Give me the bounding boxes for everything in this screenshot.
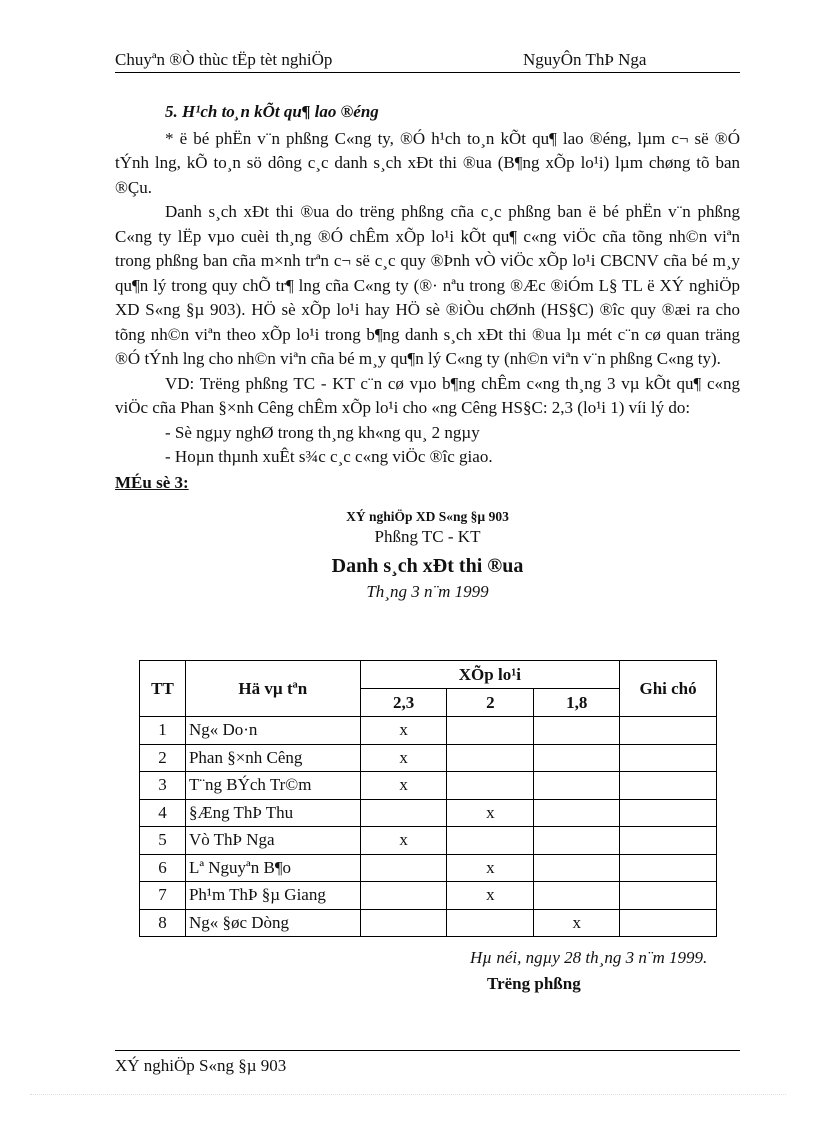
cell-rank-1	[360, 882, 447, 910]
cell-tt: 8	[140, 909, 186, 937]
header-left: Chuyªn ®Ò thùc tËp tèt nghiÖp	[115, 50, 333, 69]
cell-tt: 1	[140, 717, 186, 745]
table-row	[140, 744, 717, 772]
cell-rank-3	[534, 882, 620, 910]
cell-note	[620, 854, 717, 882]
cell-rank-1: x	[360, 827, 447, 855]
col-header-tt: TT	[140, 661, 186, 717]
cell-name: Lª Nguyªn B¶o	[185, 854, 360, 882]
cell-rank-1: x	[360, 744, 447, 772]
cell-tt: 2	[140, 744, 186, 772]
table-body	[140, 717, 717, 937]
paragraph: Danh s¸ch xÐt thi ®ua do trëng phßng cña c¸c phßng ban ë bé phËn v¨n phßng C«ng ty lËp vµo cuèi th¸ng ®Ó chÊm xÕp lo¹i kÕt qu¶ c«ng viÖc cña tõng nh©n viªn trong phßng ban cña m×nh trªn c¬ së c¸c quy ®Þnh vÒ viÖc xÕp lo¹i CBCNV cña bé m¸y qu¶n lý trong quy chÕ tr¶ lng cña C«ng ty (®· nªu trong ®Æc ®iÓm L§ TL ë XÝ nghiÖp XD S«ng §µ 903). HÖ sè xÕp lo¹i hay HÖ sè ®iÒu chØnh (HS§C) ®îc quy ®æi ra cho tõng nh©n viªn theo xÕp lo¹i trong b¶ng danh s¸ch xÐt thi ®ua lµ mét c¨n cø quan träng ®Ó tÝnh lng cho nh©n viªn cña bé m¸y qu¶n lý C«ng ty (nh©n viªn v¨n phßng C«ng ty).	[115, 202, 740, 368]
cell-rank-2	[447, 717, 534, 745]
cell-rank-1: x	[360, 772, 447, 800]
form-title: Danh s¸ch xÐt thi ®ua	[331, 555, 524, 577]
header-right: NguyÔn ThÞ Nga	[523, 50, 647, 69]
cell-rank-1	[360, 799, 447, 827]
signature-date: Hµ néi, ngµy 28 th¸ng 3 n¨m 1999.	[470, 948, 708, 967]
table-row	[140, 772, 717, 800]
col-header-name: Hä vµ tªn	[185, 661, 360, 717]
table-row	[140, 827, 717, 855]
signature-title: Trëng phßng	[487, 974, 581, 993]
cell-name: Ng« §øc Dòng	[185, 909, 360, 937]
cell-tt: 3	[140, 772, 186, 800]
sample-label: MÉu sè 3:	[115, 472, 189, 492]
cell-rank-2	[447, 827, 534, 855]
cell-name: §Æng ThÞ Thu	[185, 799, 360, 827]
cell-note	[620, 744, 717, 772]
paragraph: VD: Trëng phßng TC - KT c¨n cø vµo b¶ng chÊm c«ng th¸ng 3 vµ kÕt qu¶ c«ng viÖc cña Phan §×nh Cêng chÊm xÕp lo¹i cho «ng Cêng HS§C: 2,3 (lo¹i 1) víi lý do:	[115, 373, 740, 417]
table-row	[140, 854, 717, 882]
cell-note	[620, 772, 717, 800]
cell-rank-2: x	[447, 799, 534, 827]
cell-rank-1	[360, 909, 447, 937]
bullet-item: - Sè ngµy nghØ trong th¸ng kh«ng qu¸ 2 ngµy	[165, 422, 480, 442]
cell-rank-1	[360, 854, 447, 882]
cell-rank-1: x	[360, 717, 447, 745]
table-row	[140, 882, 717, 910]
col-header-note: Ghi chó	[620, 661, 717, 717]
cell-tt: 7	[140, 882, 186, 910]
cell-name: Ph¹m ThÞ §µ Giang	[185, 882, 360, 910]
cell-note	[620, 909, 717, 937]
page-header	[115, 48, 740, 73]
form-dept: Phßng TC - KT	[374, 527, 481, 546]
cell-rank-3	[534, 717, 620, 745]
table-row	[140, 717, 717, 745]
col-header-rank: XÕp lo¹i	[360, 661, 620, 689]
cell-note	[620, 827, 717, 855]
cell-rank-3	[534, 772, 620, 800]
cell-name: Vò ThÞ Nga	[185, 827, 360, 855]
cell-rank-3: x	[534, 909, 620, 937]
paragraph: * ë bé phËn v¨n phßng C«ng ty, ®Ó h¹ch to¸n kÕt qu¶ lao ®éng, lµm c¬ së ®Ó tÝnh lng, kÕ to¸n sö dông c¸c danh s¸ch xÐt thi ®ua (B¶ng xÕp lo¹i) lµm chøng tõ ban ®Çu.	[115, 128, 740, 197]
page-footer: XÝ nghiÖp S«ng §µ 903	[115, 1050, 740, 1076]
cell-rank-3	[534, 854, 620, 882]
cell-note	[620, 799, 717, 827]
cell-tt: 4	[140, 799, 186, 827]
page-bottom-divider	[30, 1094, 786, 1095]
cell-note	[620, 717, 717, 745]
section-title: 5. H¹ch to¸n kÕt qu¶ lao ®éng	[165, 102, 379, 121]
document-body	[115, 100, 740, 603]
form-period: Th¸ng 3 n¨m 1999	[366, 582, 489, 601]
cell-tt: 6	[140, 854, 186, 882]
table-row	[140, 799, 717, 827]
table-row	[140, 909, 717, 937]
cell-name: T¨ng BÝch Tr©m	[185, 772, 360, 800]
cell-rank-2: x	[447, 882, 534, 910]
cell-name: Phan §×nh Cêng	[185, 744, 360, 772]
cell-rank-2: x	[447, 854, 534, 882]
cell-note	[620, 882, 717, 910]
ranking-table	[139, 660, 717, 937]
cell-name: Ng« Do·n	[185, 717, 360, 745]
cell-rank-3	[534, 827, 620, 855]
cell-rank-2	[447, 772, 534, 800]
cell-rank-2	[447, 909, 534, 937]
rank-header: 2	[447, 689, 534, 717]
form-org: XÝ nghiÖp XD S«ng §µ 903	[346, 509, 509, 524]
cell-rank-2	[447, 744, 534, 772]
rank-header: 1,8	[534, 689, 620, 717]
rank-header: 2,3	[360, 689, 447, 717]
bullet-item: - Hoµn thµnh xuÊt s¾c c¸c c«ng viÖc ®îc giao.	[165, 447, 493, 466]
cell-tt: 5	[140, 827, 186, 855]
cell-rank-3	[534, 799, 620, 827]
cell-rank-3	[534, 744, 620, 772]
